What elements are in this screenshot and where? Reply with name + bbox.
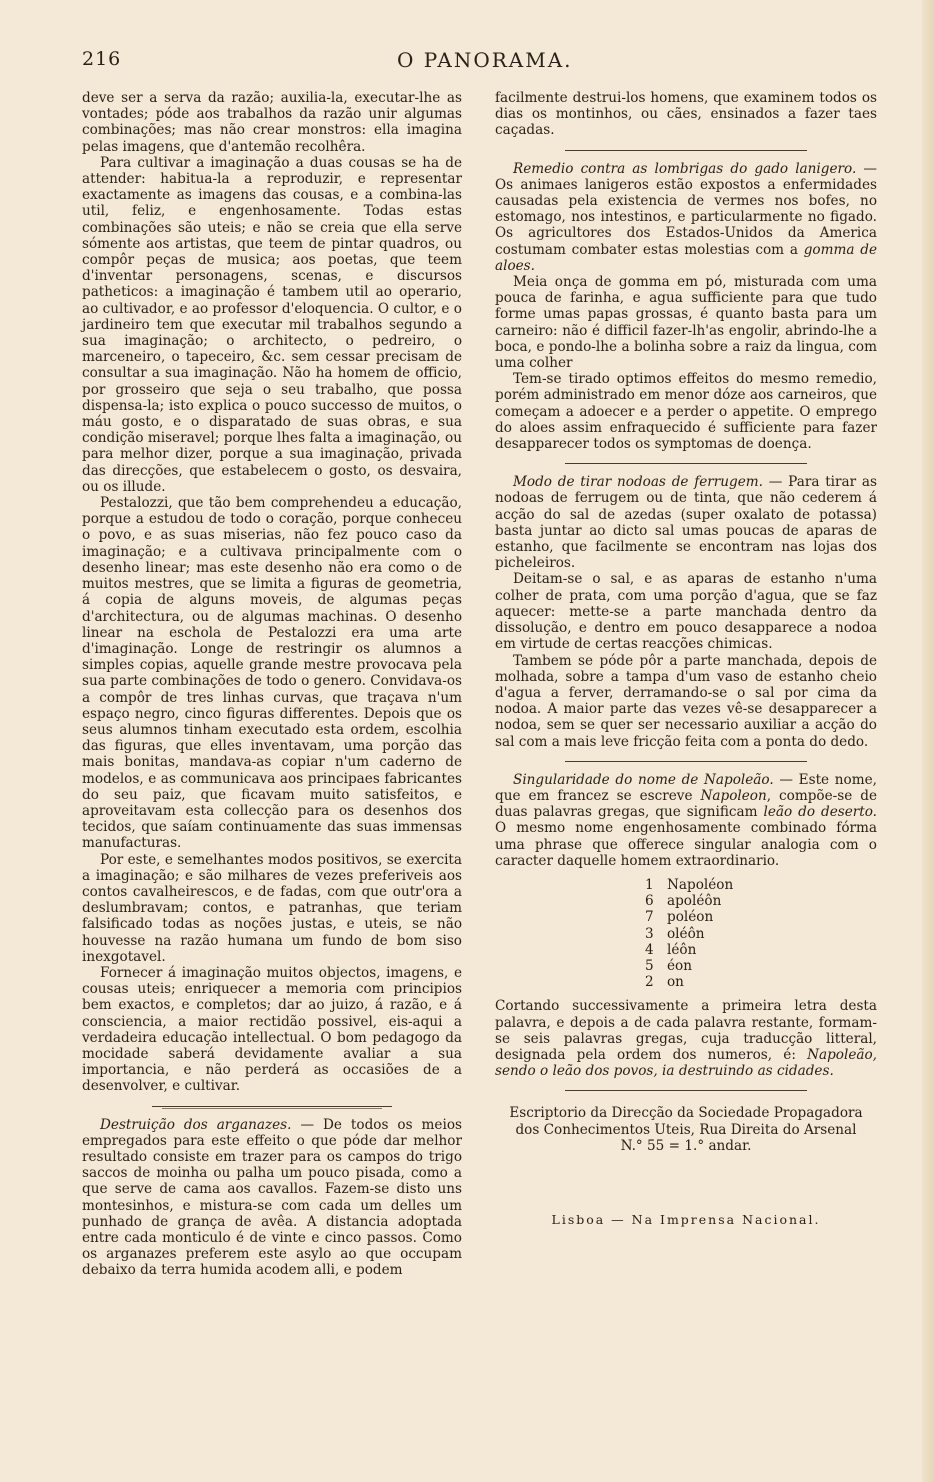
name-row (645, 893, 733, 909)
article-body: — Este nome, que em francez se escreve (495, 771, 877, 804)
article-arganazes (82, 1117, 462, 1279)
article-title: Destruição dos arganazes. (100, 1116, 292, 1133)
name-word: éon (667, 957, 692, 974)
section-divider (495, 452, 877, 474)
article-title: Modo de tirar nodoas de ferrugem. (513, 474, 764, 491)
paragraph (495, 998, 877, 1079)
name-word: poléon (667, 909, 714, 926)
office-line: dos Conhecimentos Uteis, Rua Direita do Arsenal (515, 1121, 857, 1138)
article-body: — Os animaes lanigeros estão expostos a enfermidades causadas pela existencia de vermes nos bofes, no estomago, nos intestinos, e particularmente no figado. Os agricultores dos Estados-Unidos da America costumam combater estas molestias com a (495, 160, 877, 258)
paragraph: Meia onça de gomma em pó, misturada com uma pouca de farinha, e agua sufficiente para que tudo forme umas papas grossas, é quanto basta para um carneiro: não é difficil fazer-lh'as engolir, abrindo-lhe a boca, e pondo-lhe a bolinha sobre a raiz da lingua, com uma colher (495, 274, 877, 372)
section-divider (82, 1095, 462, 1117)
imprint-line: Lisboa — Na Imprensa Nacional. (551, 1211, 821, 1227)
name-row (645, 926, 733, 942)
article-body: , compõe-se de duas palavras gregas, que significam (495, 787, 877, 821)
masthead-title: O PANORAMA. (397, 48, 573, 72)
name-row (645, 974, 733, 990)
name-table (645, 877, 733, 990)
name-number: 3 (645, 925, 654, 942)
article-lombrigas (495, 161, 877, 274)
name-word: apoléôn (667, 893, 722, 910)
name-number: 5 (645, 957, 654, 974)
name-number: 7 (645, 909, 654, 926)
name-row (645, 958, 733, 974)
paragraph: deve ser a serva da razão; auxilia-la, executar-lhe as vontades; póde aos trabalhos da razão unir algumas combinações; mas não crear monstros: ella imagina pelas imagens, que d'antemão recolhêra. (82, 90, 462, 155)
article-ferrugem (495, 474, 877, 571)
name-word: on (667, 974, 684, 991)
paragraph: Deitam-se o sal, e as aparas de estanho n'uma colher de prata, com uma porção d'agua, que se faz aquecer: mette-se a parte manchada dentro da dissolução, e dentro em pouco desapparece a nodoa em virtude de certas reacções chimicas. (495, 571, 877, 653)
name-number: 1 (645, 876, 654, 893)
page-header (82, 48, 882, 78)
italic-term: gomma de aloes. (495, 241, 877, 274)
paragraph: Tem-se tirado optimos effeitos do mesmo remedio, porém administrado em menor dóze aos carneiros, que começam a adoecer e a perder o appetite. O emprego do aloes assim enfraquecido é sufficiente para fazer desapparecer todos os symptomas de doença. (495, 371, 877, 453)
name-row (645, 877, 733, 893)
article-body: Cortando successivamente a primeira letra desta palavra, e depois a de cada palavra restante, formam-se seis palavras gregas, cuja traducção litteral, designada pela ordem dos numeros, é: (495, 998, 877, 1063)
paragraph: Para cultivar a imaginação a duas cousas se ha de attender: habitua-la a reproduzir, e representar exactamente as imagens das cousas, e a combina-las util, feliz, e engenhosamente. Todas estas combinações são uteis; e não se creia que ella serve sómente aos artistas, que teem de pintar quadros, ou compôr peças de musica; aos poetas, que teem d'inventar personagens, scenas, e discursos patheticos: a imaginação é tambem util ao operario, ao cultivador, e ao professor d'eloquencia. O cultor, e o jardineiro tem que executar mil trabalhos segundo a sua imaginação; o architecto, o pedreiro, o marceneiro, o tapeceiro, &c. sem cessar precisam de consultar a sua imaginação. Não ha homem de officio, por grosseiro que seja o seu trabalho, que possa dispensa-la; isto explica o pouco successo de muitos, o máu gosto, e o disparatado de suas obras, e sua condição miseravel; porque lhes falta a imaginação, ou para melhor dizer, porque a sua imaginação, privada das direcções, que estabelecem o gosto, os desvaira, ou os illude. (82, 154, 462, 495)
name-number: 4 (645, 941, 654, 958)
article-body: — Para tirar as nodoas de ferrugem ou de tinta, que não cederem á acção do sal de azedas (super oxalato de potassa) basta juntar ao dicto sal umas poucas de aparas de estanho, que facilmente se encontram nas lojas dos picheleiros. (495, 474, 877, 572)
name-word: Napoléon (667, 876, 734, 893)
article-body: O mesmo nome engenhosamente combinado fórma uma phrase que offerece singular analogia com o caracter daquelle homem extraordinario. (495, 820, 877, 869)
paragraph: Pestalozzi, que tão bem comprehendeu a educação, porque a estudou de todo o coração, porque conheceu o povo, e as suas miserias, não fez pouco caso da imaginação; e a cultivava principalmente com o desenho linear; mas este desenho não era como o de muitos mestres, que se limita a figuras de geometria, á copia de alguns moveis, de algumas peças d'architectura, ou de algumas machinas. O desenho linear na eschola de Pestalozzi era uma arte d'imaginação. Longe de restringir os alumnos a simples copias, aquelle grande mestre provocava pela sua parte combinações de todo o genero. Convidava-os a compôr de tres linhas curvas, que traçava n'um espaço negro, cinco figuras differentes. Depois que os seus alumnos tinham executado esta ordem, escolhia das figuras, que elles inventavam, uma porção das mais bonitas, mandava-as copiar n'um caderno de modelos, e as communicava aos principaes fabricantes do seu paiz, que ficavam muito satisfeitos, e aproveitavam esta collecção para os desenhos dos tecidos, que saíam continuamente das suas immensas manufacturas. (82, 495, 462, 852)
page-edge (922, 0, 934, 1482)
paragraph: Fornecer á imaginação muitos objectos, imagens, e cousas uteis; enriquecer a memoria com principios bem exactos, e completos; dar ao juizo, á razão, e á consciencia, a maior rectidão possivel, eis-aqui a verdadeira educação intellectual. O bom pedagogo da mocidade saberá devidamente avaliar a sua importancia, e não perderá as occasiões de a desenvolver, e cultivar. (82, 964, 462, 1095)
name-number: 2 (645, 974, 654, 991)
article-body: — De todos os meios empregados para este effeito o que póde dar melhor resultado consiste em trazer para os campos do trigo saccos de moinha ou palha um pouco pisada, como a que serve de cama aos cavallos. Fazem-se disto uns montesinhos, e mistura-se com cada um delles um punhado de grança de avêa. A distancia adoptada entre cada monticulo é de vinte e cinco passos. Como os arganazes preferem este asylo ao que occupam debaixo da terra humida acodem alli, e podem (82, 1116, 462, 1279)
article-napoleao (495, 772, 877, 869)
section-divider (495, 1079, 877, 1101)
paragraph: facilmente destrui-los homens, que examinem todos os dias os montinhos, ou cães, ensinados a fazer taes caçadas. (495, 90, 877, 139)
left-column (82, 90, 462, 1279)
name-number: 6 (645, 893, 654, 910)
office-notice (495, 1105, 877, 1154)
paragraph: Por este, e semelhantes modos positivos, se exercita a imaginação; e são milhares de vezes preferiveis aos contos cavalheirescos, e de fadas, com que outr'ora a deslumbravam; contos, e patranhas, que teriam falsificado todas as noções justas, e uteis, se não houvesse na razão humana um fundo de bom siso inexgotavel. (82, 851, 462, 965)
office-line: Escriptorio da Direcção da Sociedade Propagadora (509, 1105, 863, 1122)
office-line: N.° 55 = 1.° andar. (620, 1137, 752, 1154)
page-number: 216 (82, 48, 122, 70)
italic-phrase: Napoleão, sendo o leão dos povos, ia destruindo as cidades. (495, 1046, 877, 1080)
article-title: Singularidade do nome de Napoleão. (513, 771, 774, 788)
italic-term: Napoleon (700, 787, 767, 804)
name-row (645, 909, 733, 925)
italic-term: leão do deserto. (763, 804, 877, 821)
section-divider (495, 750, 877, 772)
right-column (495, 90, 877, 1228)
paragraph: Tambem se póde pôr a parte manchada, depois de molhada, sobre a tampa d'um vaso de estanho cheio d'agua a ferver, derramando-se o sal por cima da nodoa. A maior parte das vezes vê-se desapparecer a nodoa, sem se quer ser necessario auxiliar a acção do sal com a mais leve fricção feita com a ponta do dedo. (495, 652, 877, 750)
name-word: léôn (667, 941, 697, 958)
name-word: oléôn (667, 925, 705, 942)
section-divider (495, 139, 877, 161)
article-title: Remedio contra as lombrigas do gado lanigero. (513, 160, 857, 177)
name-row (645, 942, 733, 958)
